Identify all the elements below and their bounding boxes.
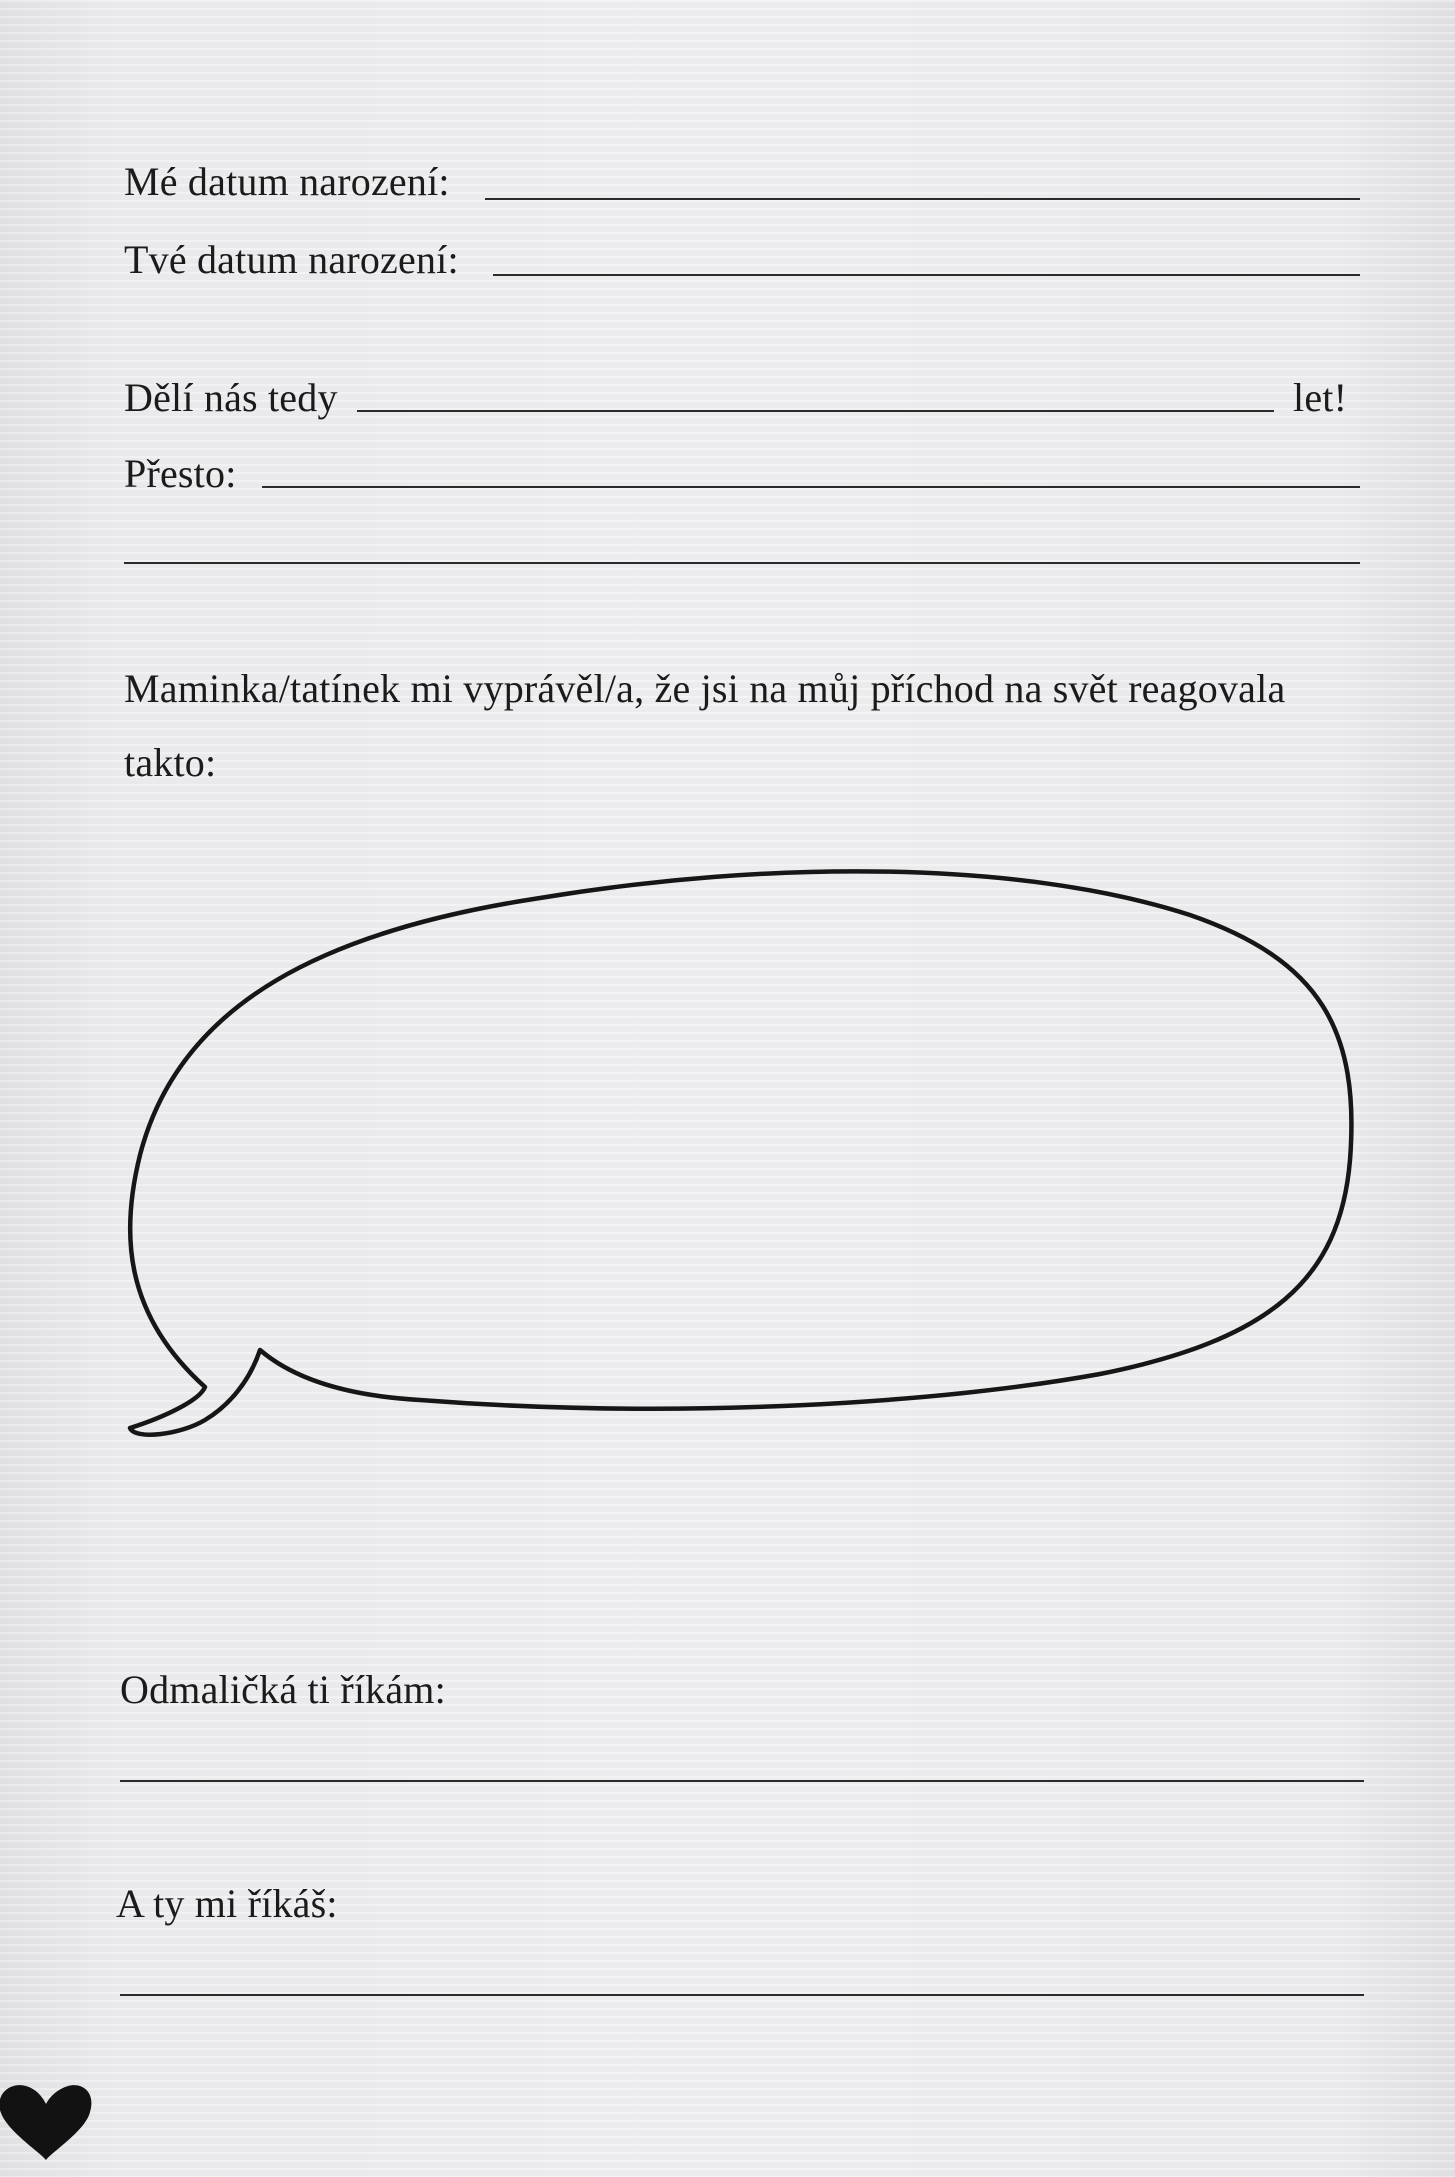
- despite-line-1[interactable]: [262, 486, 1360, 488]
- your-birthdate-label: Tvé datum narození:: [124, 237, 459, 282]
- difference-suffix: let!: [1293, 375, 1348, 420]
- despite-label: Přesto:: [124, 451, 237, 496]
- your-birthdate-line[interactable]: [493, 274, 1360, 276]
- i-call-you-line[interactable]: [120, 1780, 1364, 1782]
- difference-line[interactable]: [357, 410, 1274, 412]
- heart-icon: [0, 2082, 92, 2162]
- speech-bubble-outline: [130, 871, 1351, 1434]
- i-call-you-label: Odmaličká ti říkám:: [120, 1667, 446, 1712]
- despite-line-2[interactable]: [124, 562, 1360, 564]
- reaction-paragraph: Maminka/tatínek mi vyprávěl/a, že jsi na můj příchod na svět reagovala takto:: [124, 666, 1286, 785]
- you-call-me-label: A ty mi říkáš:: [116, 1881, 338, 1926]
- you-call-me-line[interactable]: [120, 1994, 1364, 1996]
- difference-label: Dělí nás tedy: [124, 375, 338, 420]
- my-birthdate-line[interactable]: [485, 198, 1360, 200]
- my-birthdate-label: Mé datum narození:: [124, 159, 450, 204]
- speech-bubble-icon[interactable]: [120, 840, 1360, 1500]
